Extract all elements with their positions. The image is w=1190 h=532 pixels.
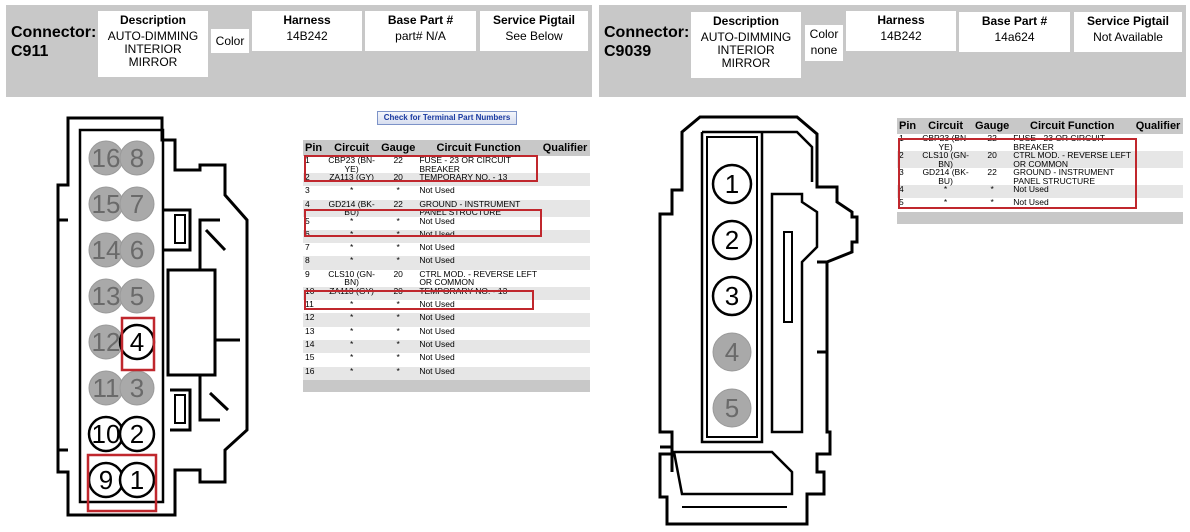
- qualifier: [540, 313, 590, 326]
- harness-box: [846, 11, 956, 51]
- base-part-value: 14a624: [994, 30, 1035, 44]
- header-circuit-function: Circuit Function: [417, 140, 540, 156]
- gauge: *: [973, 198, 1011, 211]
- circuit: *: [324, 243, 379, 256]
- pin-number: 3: [303, 186, 324, 199]
- harness-title: Harness: [877, 13, 925, 27]
- circuit: *: [324, 186, 379, 199]
- connector-pin: [120, 463, 154, 497]
- pin-number: 12: [303, 313, 324, 326]
- pin-number: 13: [303, 327, 324, 340]
- pin-number: 10: [303, 287, 324, 300]
- qualifier: [540, 217, 590, 230]
- circuit: *: [324, 300, 379, 313]
- harness-title: Harness: [283, 13, 331, 27]
- connector-pin: [713, 277, 751, 315]
- service-pigtail-value: Not Available: [1093, 30, 1163, 44]
- service-pigtail-title: Service Pigtail: [1086, 14, 1170, 28]
- description-title: Description: [712, 14, 779, 28]
- pin-label: 4: [724, 337, 740, 367]
- highlight-rows-1-3: [898, 138, 1137, 209]
- connector-pin: [89, 279, 123, 313]
- description-title: Description: [119, 13, 186, 27]
- description-value: AUTO-DIMMING INTERIOR MIRROR: [107, 29, 199, 69]
- gauge: 22: [973, 134, 1011, 151]
- header-pin: Pin: [899, 120, 917, 132]
- pin-number: 4: [303, 200, 324, 217]
- header-gauge: Gauge: [381, 142, 416, 154]
- harness-box: [252, 11, 362, 51]
- highlight-row-1: [304, 155, 538, 182]
- circuit-function: Not Used: [417, 340, 540, 353]
- circuit: *: [324, 367, 379, 380]
- circuit-function: Not Used: [417, 217, 540, 230]
- connector-pin: [120, 233, 154, 267]
- pin-number: 7: [303, 243, 324, 256]
- check-terminal-part-numbers-button[interactable]: Check for Terminal Part Numbers: [377, 111, 517, 125]
- qualifier: [540, 243, 590, 256]
- connector-pin: [89, 417, 123, 451]
- header-qualifier: Qualifier: [540, 140, 590, 156]
- circuit: ZA113 (GY): [324, 287, 379, 300]
- header-circuit: Circuit: [324, 140, 379, 156]
- qualifier: [540, 156, 590, 173]
- table-row: [303, 367, 590, 380]
- circuit-function: Not Used: [1011, 185, 1133, 198]
- gauge: *: [379, 217, 417, 230]
- header-qualifier: Qualifier: [1133, 118, 1183, 134]
- pin-number: 5: [897, 198, 918, 211]
- color-box: [805, 25, 843, 61]
- circuit-function: Not Used: [417, 300, 540, 313]
- pin-label: 1: [129, 465, 145, 495]
- color-title: Color: [215, 34, 245, 48]
- base-part-box: [365, 11, 476, 51]
- connector-pin: [120, 279, 154, 313]
- circuit-function: TEMPORARY NO. - 13: [417, 287, 540, 300]
- circuit: *: [324, 217, 379, 230]
- circuit: *: [918, 185, 973, 198]
- table-footer-row: [303, 380, 590, 392]
- qualifier: [1133, 185, 1183, 198]
- circuit-function: FUSE - 23 OR CIRCUIT BREAKER: [1011, 134, 1133, 151]
- pin-number: 2: [303, 173, 324, 186]
- gauge: 22: [379, 200, 417, 217]
- circuit-function: Not Used: [417, 186, 540, 199]
- circuit: *: [918, 198, 973, 211]
- color-title: Color: [809, 27, 839, 41]
- pin-label: 16: [91, 143, 121, 173]
- circuit-function: Not Used: [417, 256, 540, 269]
- color-box: [211, 29, 249, 53]
- pin-label: 2: [724, 225, 740, 255]
- connector-c911-diagram: [50, 110, 260, 530]
- circuit-function: Not Used: [1011, 198, 1133, 211]
- connector-pin: [713, 221, 751, 259]
- connector-id: C911: [11, 43, 49, 60]
- connector-pins: [713, 165, 751, 427]
- header-circuit-function: Circuit Function: [1011, 118, 1133, 134]
- base-part-value: part# N/A: [395, 29, 446, 43]
- circuit: ZA113 (GY): [324, 173, 379, 186]
- connector-c9039-diagram: [652, 112, 882, 530]
- circuit-function: FUSE - 23 OR CIRCUIT BREAKER: [417, 156, 540, 173]
- table-row: [303, 186, 590, 199]
- qualifier: [1133, 198, 1183, 211]
- pin-label: 1: [724, 169, 740, 199]
- gauge: 20: [973, 151, 1011, 168]
- qualifier: [1133, 151, 1183, 168]
- description-box: [98, 11, 208, 77]
- service-pigtail-box: [1074, 12, 1182, 52]
- qualifier: [540, 287, 590, 300]
- circuit-function: Not Used: [417, 353, 540, 366]
- pin-number: 8: [303, 256, 324, 269]
- pin-label: 11: [92, 373, 120, 403]
- circuit: CBP23 (BN-YE): [918, 134, 973, 151]
- circuit: CLS10 (GN-BN): [918, 151, 973, 168]
- pin-number: 4: [897, 185, 918, 198]
- gauge: *: [379, 353, 417, 366]
- pin-number: 14: [303, 340, 324, 353]
- pin-number: 16: [303, 367, 324, 380]
- highlight-row-4: [304, 209, 542, 237]
- circuit-function: Not Used: [417, 313, 540, 326]
- gauge: 22: [973, 168, 1011, 185]
- gauge: *: [379, 186, 417, 199]
- gauge: 20: [379, 270, 417, 287]
- qualifier: [540, 186, 590, 199]
- qualifier: [540, 230, 590, 243]
- gauge: *: [379, 256, 417, 269]
- connector-pin: [713, 389, 751, 427]
- gauge: 22: [379, 156, 417, 173]
- connector-pin: [120, 187, 154, 221]
- qualifier: [540, 270, 590, 287]
- pin-number: 6: [303, 230, 324, 243]
- color-value: none: [810, 43, 838, 57]
- connector-panel-c9039: [597, 0, 1190, 532]
- qualifier: [540, 200, 590, 217]
- circuit: *: [324, 353, 379, 366]
- gauge: *: [973, 185, 1011, 198]
- harness-value: 14B242: [880, 29, 922, 43]
- connector-pin: [120, 417, 154, 451]
- table-row: [303, 313, 590, 326]
- connector-label: [11, 23, 96, 61]
- circuit: *: [324, 256, 379, 269]
- connector-title: Connector:: [11, 24, 97, 41]
- circuit: CBP23 (BN-YE): [324, 156, 379, 173]
- gauge: *: [379, 243, 417, 256]
- header-circuit: Circuit: [918, 118, 973, 134]
- circuit-function: TEMPORARY NO. - 13: [417, 173, 540, 186]
- pin-label: 10: [91, 419, 121, 449]
- circuit-function: GROUND - INSTRUMENT PANEL STRUCTURE: [1011, 168, 1133, 185]
- circuit: GD214 (BK-BU): [918, 168, 973, 185]
- table-header-row: [303, 140, 590, 156]
- circuit-function: Not Used: [417, 243, 540, 256]
- connector-label: [604, 23, 689, 61]
- pin-label: 4: [129, 327, 145, 357]
- connector-pin: [89, 371, 123, 405]
- circuit: CLS10 (GN-BN): [324, 270, 379, 287]
- connector-pin: [89, 141, 123, 175]
- connector-pin: [89, 463, 123, 497]
- pin-label: 12: [91, 327, 121, 357]
- circuit: *: [324, 340, 379, 353]
- pin-number: 15: [303, 353, 324, 366]
- pin-label: 6: [129, 235, 145, 265]
- pin-number: 2: [897, 151, 918, 168]
- circuit: GD214 (BK-BU): [324, 200, 379, 217]
- qualifier: [540, 340, 590, 353]
- circuit-function: CTRL MOD. - REVERSE LEFT OR COMMON: [1011, 151, 1133, 168]
- pin-label: 15: [91, 189, 121, 219]
- base-part-box: [959, 12, 1070, 52]
- highlight-row-9: [304, 290, 534, 310]
- table-row: [303, 256, 590, 269]
- gauge: *: [379, 367, 417, 380]
- qualifier: [1133, 134, 1183, 151]
- gauge: *: [379, 230, 417, 243]
- pin-label: 5: [724, 393, 740, 423]
- base-part-title: Base Part #: [981, 14, 1048, 28]
- circuit-function: CTRL MOD. - REVERSE LEFT OR COMMON: [417, 270, 540, 287]
- header-pin: Pin: [305, 142, 323, 154]
- pin-label: 2: [129, 419, 145, 449]
- qualifier: [540, 256, 590, 269]
- circuit: *: [324, 313, 379, 326]
- service-pigtail-title: Service Pigtail: [492, 13, 576, 27]
- description-value: AUTO-DIMMING INTERIOR MIRROR: [700, 30, 792, 70]
- pin-number: 1: [303, 156, 324, 173]
- table-footer-row: [897, 212, 1183, 224]
- connector-pin: [120, 371, 154, 405]
- connector-title: Connector:: [604, 24, 690, 41]
- connector-pin: [89, 233, 123, 267]
- pin-label: 3: [129, 373, 145, 403]
- service-pigtail-value: See Below: [505, 29, 563, 43]
- connector-pin: [89, 325, 123, 359]
- pin-number: 5: [303, 217, 324, 230]
- circuit-function: GROUND - INSTRUMENT PANEL STRUCTURE: [417, 200, 540, 217]
- pin-label: 9: [98, 465, 114, 495]
- qualifier: [540, 367, 590, 380]
- connector-header: [599, 5, 1186, 97]
- gauge: 20: [379, 173, 417, 186]
- pin-number: 11: [303, 300, 324, 313]
- connector-pin: [120, 325, 154, 359]
- table-row: [303, 353, 590, 366]
- service-pigtail-box: [480, 11, 588, 51]
- gauge: 20: [379, 287, 417, 300]
- table-row: [303, 243, 590, 256]
- pin-label: 13: [91, 281, 121, 311]
- circuit: *: [324, 327, 379, 340]
- connector-pin: [120, 141, 154, 175]
- connector-pin: [713, 333, 751, 371]
- qualifier: [540, 173, 590, 186]
- gauge: *: [379, 300, 417, 313]
- description-box: [691, 12, 801, 78]
- gauge: *: [379, 340, 417, 353]
- qualifier: [540, 300, 590, 313]
- circuit-function: Not Used: [417, 230, 540, 243]
- circuit-function: Not Used: [417, 367, 540, 380]
- base-part-title: Base Part #: [387, 13, 454, 27]
- gauge: *: [379, 327, 417, 340]
- table-row: [303, 340, 590, 353]
- connector-pin: [713, 165, 751, 203]
- circuit-function: Not Used: [417, 327, 540, 340]
- qualifier: [1133, 168, 1183, 185]
- qualifier: [540, 327, 590, 340]
- pin-number: 3: [897, 168, 918, 185]
- pin-label: 3: [724, 281, 740, 311]
- qualifier: [540, 353, 590, 366]
- connector-id: C9039: [604, 43, 652, 60]
- table-row: [303, 270, 590, 287]
- circuit: *: [324, 230, 379, 243]
- connector-pin: [89, 187, 123, 221]
- pin-label: 8: [129, 143, 145, 173]
- connector-housing: [660, 117, 857, 524]
- pin-label: 7: [129, 189, 145, 219]
- pin-number: 1: [897, 134, 918, 151]
- gauge: *: [379, 313, 417, 326]
- pin-number: 9: [303, 270, 324, 287]
- connector-header: [6, 5, 592, 97]
- pin-label: 5: [129, 281, 145, 311]
- pin-label: 14: [91, 235, 121, 265]
- table-header-row: [897, 118, 1183, 134]
- harness-value: 14B242: [286, 29, 328, 43]
- table-row: [303, 327, 590, 340]
- header-gauge: Gauge: [975, 120, 1010, 132]
